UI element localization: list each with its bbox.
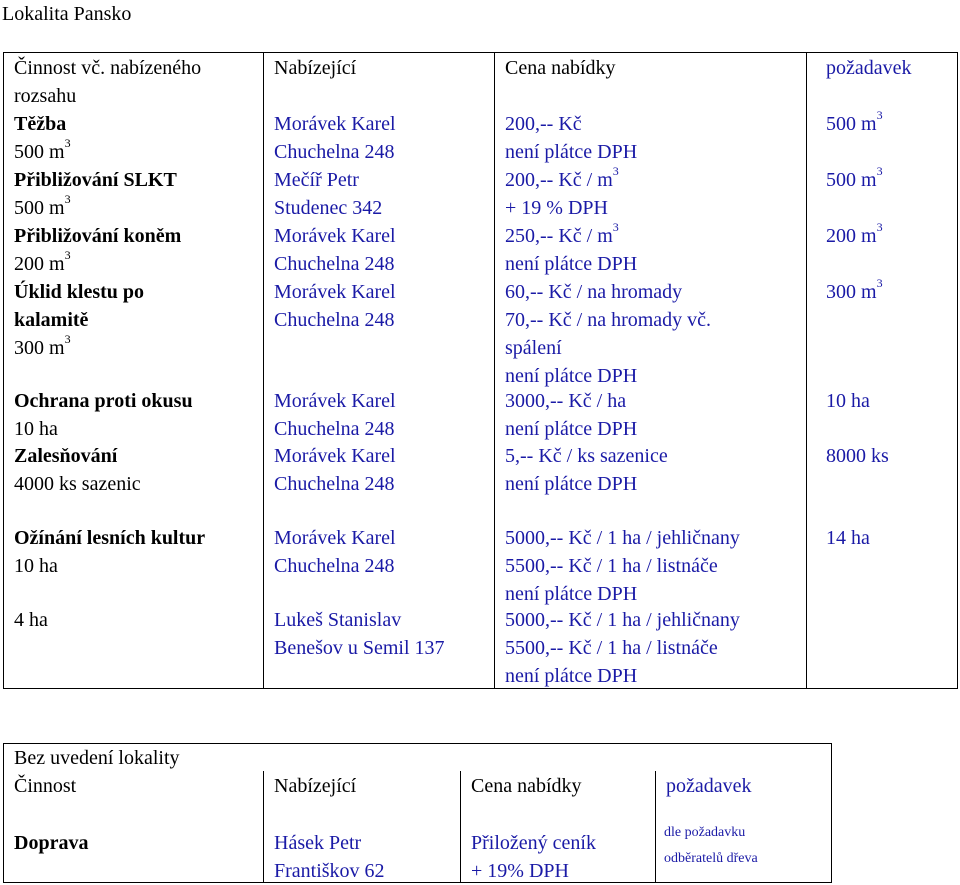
row-uklid-activity: Úklid klestu po kalamitě 300 $m^3$ [14,281,145,359]
row-slkt-activity: Přibližování SLKT 500 $m^3$ [14,169,177,219]
row-konem-offerer: Morávek Karel Chuchelna 248 [274,225,396,275]
table2-row-price: Přiložený ceník + 19% DPH [471,832,596,882]
table2-header-offerer: Nabízející [274,775,357,797]
row-tezba-price: 200,-- Kč není plátce DPH [505,113,638,163]
row-zalesnovani-price: 5,-- Kč / ks sazenice není plátce DPH [505,445,668,495]
row-zalesnovani-activity: Zalesňování 4000 ks sazenic [14,445,141,495]
row-slkt-offerer: Mečíř Petr Studenec 342 [274,169,383,219]
row-slkt-request: 500 $m^3$ [826,164,883,191]
row-konem-price: 250,-- Kč / $m^3$ není plátce DPH [505,220,638,275]
row-zalesnovani-request: 8000 ks [826,445,889,467]
header-offerer: Nabízející [274,57,357,79]
row-ochrana-offerer: Morávek Karel Chuchelna 248 [274,390,396,440]
row-tezba-activity: Těžba 500 $m^3$ [14,113,71,163]
row-4ha-offerer: Lukeš Stanislav Benešov u Semil 137 [274,609,445,659]
header-request: požadavek [826,57,912,79]
table2-header-activity: Činnost [14,775,77,797]
row-slkt-price: 200,-- Kč / $m^3$ + 19 % DPH [505,164,619,219]
table2-row-request: dle požadavku odběratelů dřeva [664,825,758,866]
table2-row-activity: Doprava [14,832,89,854]
row-ozinani-price: 5000,-- Kč / 1 ha / jehličnany 5500,-- Kč / 1 ha / listnáče není plátce DPH [505,527,740,605]
row-uklid-price: 60,-- Kč / na hromady 70,-- Kč / na hromady vč. spálení není plátce DPH [505,281,712,387]
row-4ha-activity: 4 ha [14,609,48,631]
row-tezba-request: 500 $m^3$ [826,108,883,135]
row-ochrana-request: 10 ha [826,390,870,412]
page-title: Lokalita Pansko [2,3,132,25]
row-konem-activity: Přibližování koněm 200 $m^3$ [14,225,182,275]
row-konem-request: 200 $m^3$ [826,220,883,247]
row-ozinani-activity: Ožínání lesních kultur 10 ha [14,527,206,577]
row-ozinani-offerer: Morávek Karel Chuchelna 248 [274,527,396,577]
header-price: Cena nabídky [505,57,616,79]
table2-row-offerer: Hásek Petr Františkov 62 [274,832,385,882]
row-4ha-price: 5000,-- Kč / 1 ha / jehličnany 5500,-- Kč / 1 ha / listnáče není plátce DPH [505,609,740,687]
row-zalesnovani-offerer: Morávek Karel Chuchelna 248 [274,445,396,495]
header-activity: Činnost vč. nabízeného rozsahu [14,57,202,107]
table2-header-price: Cena nabídky [471,775,582,797]
row-ozinani-request: 14 ha [826,527,870,549]
row-uklid-offerer: Morávek Karel Chuchelna 248 [274,281,396,331]
row-ochrana-price: 3000,-- Kč / ha není plátce DPH [505,390,638,440]
table2-title: Bez uvedení lokality [14,747,180,769]
row-uklid-request: 300 $m^3$ [826,276,883,303]
row-tezba-offerer: Morávek Karel Chuchelna 248 [274,113,396,163]
row-ochrana-activity: Ochrana proti okusu 10 ha [14,390,193,440]
table2-header-request: požadavek [666,775,752,797]
